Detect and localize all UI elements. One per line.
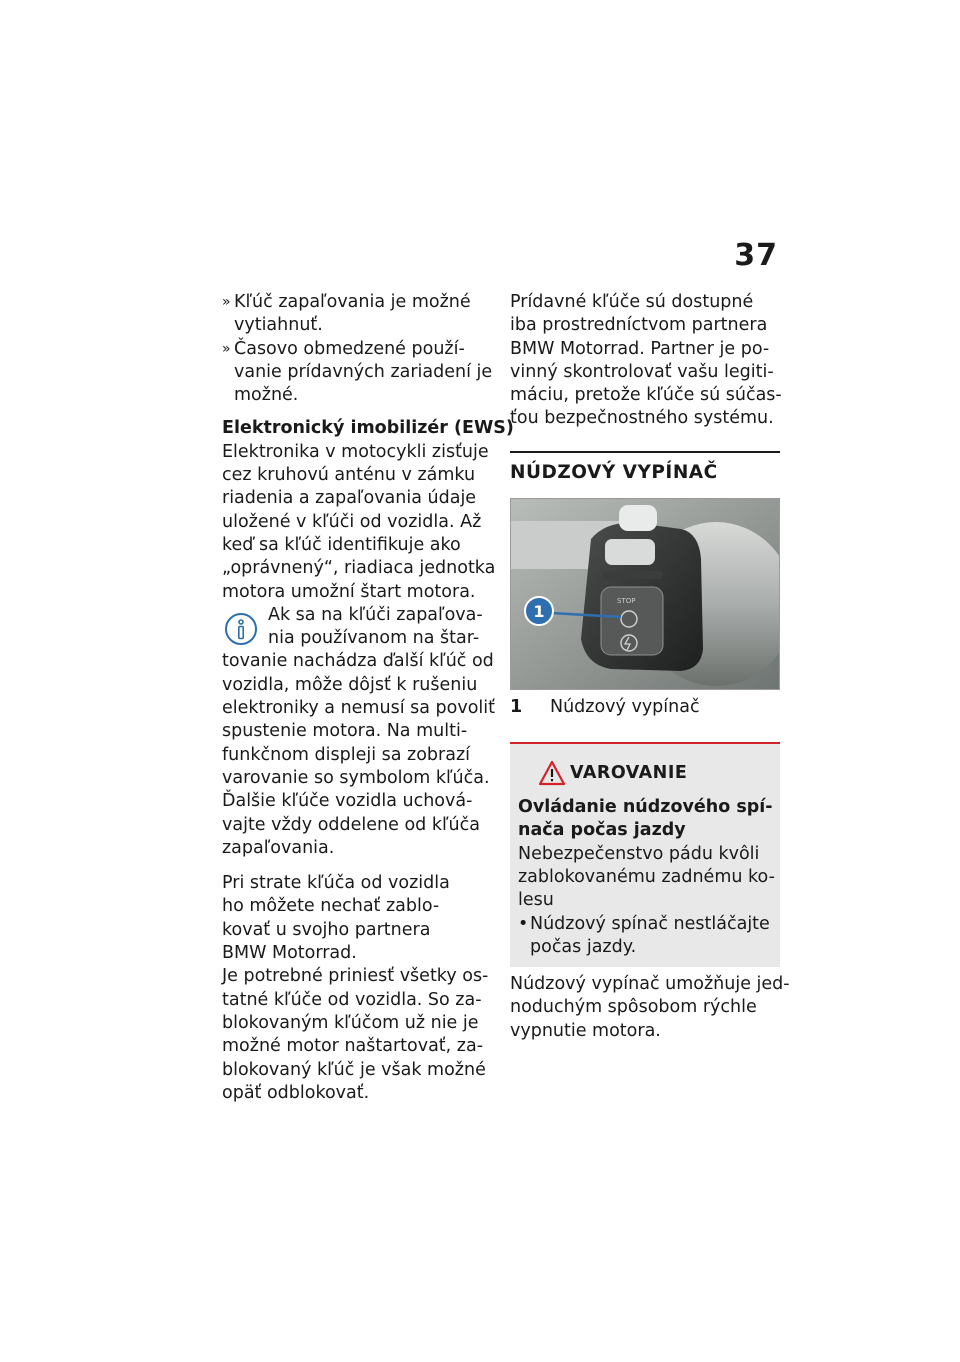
caption-number: 1 [510,697,523,718]
bullet-icon: • [518,913,529,934]
ews-paragraph: Elektronika v motocykli zisťuje cez kruhovú anténu v zámku riadenia a zapaľovania údaje uložené v kľúči od vozidla. Až keď sa kľúč identifikuje ako „oprávnený“, riadiaca jednotka motora umožní štart motora. [222,441,496,602]
warning-title: VAROVANIE [570,763,688,784]
left-column [222,291,514,1105]
ews-heading: Elektronický imobilizér (EWS) [222,418,514,439]
handlebar-switch-figure [510,498,780,690]
handlebar-illustration [511,499,779,689]
info-icon [224,612,258,646]
warning-triangle-icon [538,760,566,786]
chevron-right-icon: » [222,340,231,357]
section-heading: NÚDZOVÝ VYPÍNAČ [510,461,718,483]
stop-label: STOP [617,597,636,606]
figure-caption [510,696,780,720]
info-note: Ak sa na kľúči zapaľova- nia používanom na štar- tovanie nachádza ďalší kľúč od vozidla, môže dôjsť k rušeniu elektroniky a nemusí sa povoliť spustenie motora. Na multi- funkčnom displeji sa zobrazí varovanie so symbolom kľúča. Ďalšie kľúče vozidla uchová- vajte vždy oddelene od kľúča zapaľovania. [222,604,495,858]
section-divider [510,451,780,453]
caption-text: Núdzový vypínač [550,697,700,718]
list-item: » Časovo obmedzené použí- vanie prídavných zariadení je možné. [222,338,493,406]
list-item: • Núdzový spínač nestláčajte počas jazdy. [518,913,770,957]
callout-1: 1 [533,602,545,622]
page-number: 37 [734,238,778,273]
chevron-right-icon: » [222,294,231,310]
outro-paragraph: Núdzový vypínač umožňuje jed- noduchým spôsobom rýchle vypnutie motora. [510,974,790,1041]
intro-paragraph: Prídavné kľúče sú dostupné iba prostredníctvom partnera BMW Motorrad. Partner je po- vinný skontrolovať vašu legiti- máciu, pretože kľúče sú súčas- ťou bezpečnostného systému. [510,292,782,429]
warning-box: VAROVANIE Ovládanie núdzového spí- nača počas jazdy Nebezpečenstvo pádu kvôli zablokovanému zadnému ko- lesu • Núdzový spínač nestláčajte počas jazdy. [510,742,780,967]
lost-key-paragraph: Pri strate kľúča od vozidla ho môžete nechať zablo- kovať u svojho partnera BMW Motorrad. Je potrebné priniesť všetky os- tatné kľúče od vozidla. So za- blokovaným kľúčom už nie je možné motor naštartovať, za- blokovaný kľúč je však možné opäť odblokovať. [222,873,489,1103]
right-column [510,291,790,1043]
list-item: » Kľúč zapaľovania je možné vytiahnuť. [222,292,471,336]
warning-subtitle: Ovládanie núdzového spí- [518,797,773,818]
